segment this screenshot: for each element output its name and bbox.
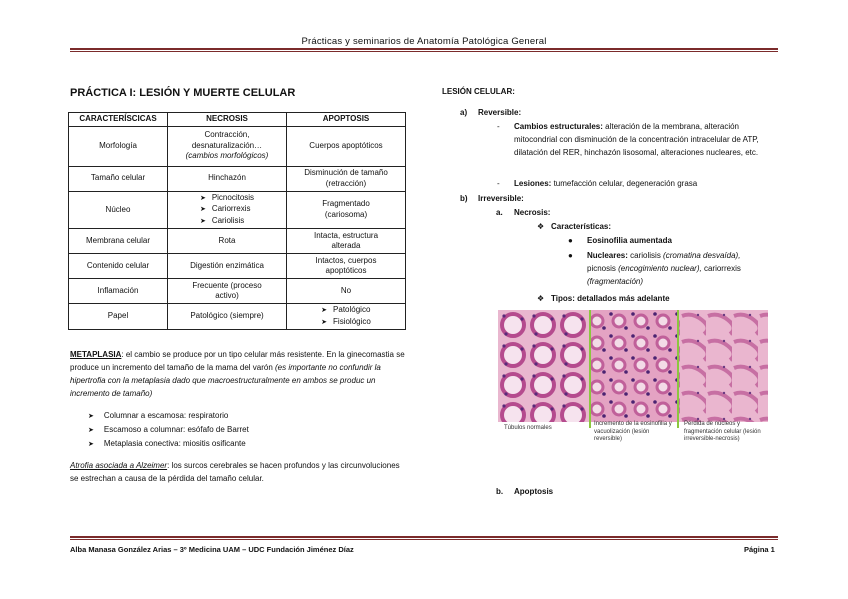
caracteristicas-label: Características: <box>551 222 612 231</box>
irreversible-label: Irreversible: <box>478 194 524 203</box>
table-row <box>69 126 406 166</box>
table-cell: Morfología <box>69 126 168 166</box>
cell-line: Intactos, cuerpos <box>315 255 377 265</box>
reversible-marker: a) <box>460 108 468 117</box>
cell-line: Disminución de tamaño <box>304 168 388 177</box>
item-bold: Lesiones: <box>514 179 552 188</box>
table-row <box>69 304 406 330</box>
table-row <box>69 254 406 279</box>
table-cell <box>287 166 406 191</box>
table-cell: Hinchazón <box>168 166 287 191</box>
caption-reversible: Incremento de la eosinofilia y vacuolización (lesión reversible) <box>594 421 672 442</box>
table-cell: Membrana celular <box>69 229 168 254</box>
header-rule-thin <box>70 51 778 52</box>
page-header-title: Prácticas y seminarios de Anatomía Patológica General <box>301 36 547 47</box>
table-cell: Núcleo <box>69 191 168 229</box>
table-cell <box>287 254 406 279</box>
header-rule <box>70 48 778 50</box>
footer-rule-thin <box>70 539 778 540</box>
dash-icon: - <box>497 122 500 131</box>
item-bold: Cambios estructurales: <box>514 122 603 131</box>
list-item: ➤ Cariolisis <box>200 216 254 228</box>
normal-tubules-panel <box>498 310 590 422</box>
table-cell: No <box>287 279 406 304</box>
item-text: cariorrexis <box>701 264 741 273</box>
metaplasia-text: : el cambio se produce por un tipo celular más resistente. En la ginecomastia se produce un incremento del tamaño de la mama del varón <box>70 350 405 372</box>
table-cell <box>287 304 406 330</box>
atrofia-text: : los surcos cerebrales se hacen profundos y las circunvoluciones se estrechan a causa de la pérdida del tamaño celular. <box>70 461 400 483</box>
cell-line: Frecuente (proceso <box>192 280 262 290</box>
reversible-panel <box>590 310 678 422</box>
cell-line: activo) <box>215 291 239 300</box>
footer-rule <box>70 536 778 538</box>
cell-line: alterada <box>331 241 361 250</box>
divider-line <box>677 310 679 428</box>
dash-icon: - <box>497 179 500 188</box>
table-header: NECROSIS <box>168 113 287 127</box>
table-row <box>69 229 406 254</box>
comparison-table <box>68 112 406 330</box>
cell-line: Contracción, <box>204 130 250 140</box>
cell-line: (cambios morfológicos) <box>185 151 269 161</box>
reversible-label: Reversible: <box>478 108 522 117</box>
necrosis-label: Necrosis: <box>514 208 551 217</box>
cell-line: apoptóticos <box>325 266 367 275</box>
diamond-bullet-icon: ❖ <box>537 294 545 303</box>
cell-line: desnaturalización… <box>191 140 263 150</box>
page-number: Página 1 <box>744 545 775 554</box>
caption-normal: Túbulos normales <box>504 425 552 431</box>
caption-necrosis: Pérdida de núcleos y fragmentación celular (lesión irreversible-necrosis) <box>684 421 761 442</box>
atrofia-paragraph <box>70 459 410 485</box>
apoptosis-marker: b. <box>496 487 504 496</box>
table-cell: Inflamación <box>69 279 168 304</box>
table-row <box>69 279 406 304</box>
item-bold: Nucleares: <box>587 251 628 260</box>
table-cell <box>168 126 287 166</box>
table-header: APOPTOSIS <box>287 113 406 127</box>
table-header: CARACTERÍSCICAS <box>69 113 168 127</box>
item-italic: (cromatina desvaída), <box>663 251 741 260</box>
list-item: ➤ Cariorrexis <box>200 204 254 216</box>
table-cell: Digestión enzimática <box>168 254 287 279</box>
metaplasia-term: METAPLASIA <box>70 350 122 359</box>
diamond-bullet-icon: ❖ <box>537 222 545 231</box>
bullet-icon: ● <box>568 251 573 260</box>
lesion-title: LESIÓN CELULAR: <box>442 87 515 96</box>
divider-line <box>589 310 591 428</box>
table-cell: Papel <box>69 304 168 330</box>
bullet-icon: ● <box>568 236 573 245</box>
nucleares-item <box>587 249 777 288</box>
table-header-row <box>69 113 406 127</box>
item-italic: (fragmentación) <box>587 277 644 286</box>
cell-line: (cariosoma) <box>324 209 368 219</box>
table-cell: Contenido celular <box>69 254 168 279</box>
footer-author: Alba Manasa González Arias – 3º Medicina UAM – UDC Fundación Jiménez Díaz <box>70 545 354 554</box>
list-item: ➤ Metaplasia conectiva: miositis osificante <box>88 437 249 451</box>
list-item: ➤ Escamoso a columnar: esófafo de Barret <box>88 423 249 437</box>
metaplasia-note: (es importante no confundir la hipertrofia con la metaplasia dado que macroestructuralmente en ambos se produc un incremento de tamaño) <box>70 363 381 398</box>
cell-line: Fragmentado <box>322 199 370 209</box>
eosinofilia-item: Eosinofilia aumentada <box>587 236 672 245</box>
cell-line: (retracción) <box>325 178 367 188</box>
item-text: cariolisis <box>627 251 664 260</box>
cell-line: Intacta, estructura <box>313 230 379 240</box>
table-cell: Cuerpos apoptóticos <box>287 126 406 166</box>
metaplasia-list <box>88 409 249 451</box>
table-cell: Rota <box>168 229 287 254</box>
structural-changes <box>514 120 778 159</box>
irreversible-marker: b) <box>460 194 468 203</box>
list-item: ➤ Patológico <box>321 305 371 317</box>
table-row <box>69 191 406 229</box>
item-italic: (encogimiento nuclear), <box>618 264 702 273</box>
table-row <box>69 166 406 191</box>
list-item: ➤ Picnocitosis <box>200 193 254 205</box>
bullet-list <box>200 193 254 228</box>
table-cell <box>287 191 406 229</box>
table-cell <box>168 279 287 304</box>
apoptosis-label: Apoptosis <box>514 487 554 496</box>
necrosis-panel <box>678 310 768 422</box>
item-text: picnosis <box>587 264 619 273</box>
table-cell <box>287 229 406 254</box>
lesiones-item <box>514 177 778 190</box>
list-item: ➤ Columnar a escamosa: respiratorio <box>88 409 249 423</box>
item-text: alteración de la membrana, alteración mitocondrial con disminución de la concentración intracelular de ATP, dilatación del RER, hinchazón lisosomal, alteraciones nucleares, etc. <box>514 122 759 157</box>
tipos-label: Tipos: detallados más adelante <box>551 294 670 303</box>
table-cell <box>168 191 287 229</box>
section-title: PRÁCTICA I: LESIÓN Y MUERTE CELULAR <box>70 87 296 99</box>
item-text: tumefacción celular, degeneración grasa <box>551 179 698 188</box>
necrosis-marker: a. <box>496 208 503 217</box>
table-cell: Patológico (siempre) <box>168 304 287 330</box>
list-item: ➤ Fisiológico <box>321 317 371 329</box>
bullet-list <box>321 305 371 328</box>
metaplasia-paragraph <box>70 348 410 400</box>
atrofia-term: Atrofia asociada a Alzeimer <box>70 461 168 470</box>
histology-figure <box>498 310 768 428</box>
table-cell: Tamaño celular <box>69 166 168 191</box>
